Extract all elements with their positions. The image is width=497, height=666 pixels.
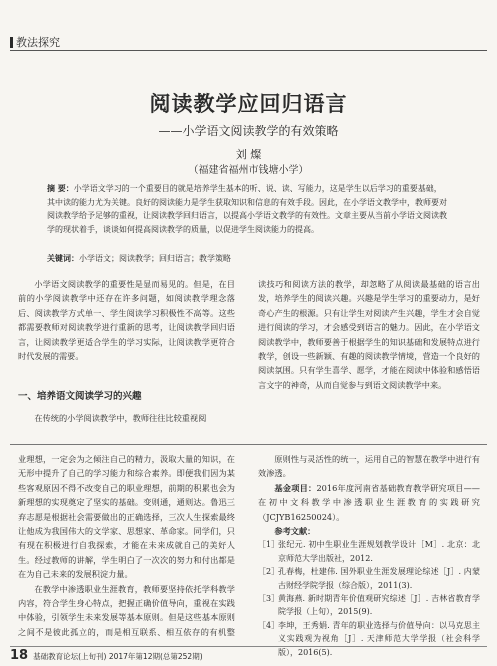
keywords-text: 小学语文；阅读教学；回归语言；教学策略	[79, 254, 231, 263]
page-number: 18	[10, 648, 29, 663]
section-tag-label: 教法探究	[16, 36, 60, 49]
body-column-1-bottom	[18, 411, 235, 439]
abstract-label: 摘 要：	[47, 184, 74, 193]
body-column-1-top	[18, 277, 235, 382]
abstract-text: 小学语文学习的一个重要目的就是培养学生基本的听、说、读、写能力，这是学生以后学习的重要基础，其中读的能力尤为关键。良好的阅读能力是学生获取知识和信息的有效手段。因此，在小学语文教学中，教师要对阅读教学给予足够的重视，让阅读教学回归语言，以提高小学语文教学的有效性。文章主要从当前小学语文阅读教学的现状着手，谈谈如何提高阅读教学的质量，以促进学生阅读能力的提高。	[47, 184, 447, 234]
reference-item: ［3］ 黄海燕. 新时期青年价值观研究综述［J］. 吉林省教育学院学报（上旬），2015(9).	[258, 594, 480, 617]
reference-item: ［2］ 孔春梅，杜建伟. 国外职业生涯发展理论综述［J］. 内蒙古财经学院学报（综合版），2011(3).	[258, 567, 480, 590]
article-title: 阅读教学应回归语言	[149, 92, 348, 116]
career-paragraph-1: 业理想，一定会为之倾注自己的精力，汲取大量的知识，在无形中提升了自己的学习能力和综合素养。即便我们因为某些客观原因不得不改变自己的职业理想，前期的积累也会为新理想的实现奠定了坚实的基础。变则通，通则达。鲁迅三弃志愿是根据社会需要做出的正确选择，三次人生探索最终让他成为我国伟大的文学家、思想家、革命家。同学们，只有现在积极进行自我探索，才能在未来成就自己的美好人生。经过教师的讲解，学生明白了一次次的努力和付出都是在为自己未来的发展积淀力量。	[18, 454, 235, 580]
article-subtitle: ——小学语文阅读教学的有效策略	[158, 124, 339, 138]
intro-paragraph: 小学语文阅读教学的重要性是显而易见的。但是，在目前的小学阅读教学中还存在许多问题，如阅读教学理念落后、阅读教学方式单一、学生阅读学习积极性不高等。这些都需要教师对阅读教学进行重新的思考，让阅读教学回归语言，让阅读教学更适合学生的学习实际，让阅读教学更符合时代发展的需要。	[18, 279, 235, 362]
section1-paragraph: 在传统的小学阅读教学中，教师往往比较重视阅	[34, 413, 207, 423]
author-name: 刘 燦	[235, 148, 262, 161]
continued-paragraph: 读技巧和阅读方法的教学，却忽略了从阅读最基础的语言出发，培养学生的阅读兴趣。兴趣是学生学习的重要动力，是好奇心产生的根源。只有让学生对阅读产生兴趣，学生才会自觉进行阅读的学习，才会感受到语言的魅力。因此，在小学语文阅读教学中，教师要善于根据学生的知识基础和发展特点进行教学，创设一些新颖、有趣的阅读教学情境，营造一个良好的阅读氛围。只有学生喜学、愿学，才能在阅读中体验和感悟语言文字的神奇，从而自觉参与到语文阅读教学中来。	[258, 279, 480, 390]
references-heading: 参考文献：	[274, 526, 316, 537]
body-column-2-top	[258, 277, 480, 439]
fund-note	[258, 481, 480, 524]
body-column-4	[258, 452, 480, 659]
section-tag-bar	[10, 37, 13, 48]
footer-rule	[10, 646, 487, 647]
middle-rule	[10, 444, 487, 445]
fund-text: 2016年度河南省基础教育教学研究项目——在初中文科教学中渗透职业生涯教育的实践研究（JCJYB16250024）。	[258, 482, 480, 522]
header-rule	[10, 50, 487, 51]
keywords	[47, 253, 447, 264]
keywords-label: 关键词：	[47, 254, 79, 263]
journal-info: 基础教育论坛(上旬刊) 2017年第12期(总第252期)	[33, 652, 203, 661]
career-paragraph-2: 在教学中渗透职业生涯教育，教师要坚持依托学科教学内容，符合学生身心特点，把握正确价值导向，重视在实践中体验，引领学生未来发展等基本原则。但是这些基本原则之间不是彼此孤立的，而是相互联系、相互依存的有机整	[18, 583, 235, 637]
reference-item: ［1］ 张纪元. 初中生职业生涯规划教学设计［M］. 北京：北京师范大学出版社，2012.	[258, 540, 480, 563]
page-footer	[10, 648, 203, 663]
section-tag	[10, 34, 60, 50]
body-column-3	[18, 452, 235, 640]
section-heading: 一、培养语文阅读学习的兴趣	[18, 391, 142, 402]
fund-label: 基金项目：	[274, 482, 317, 493]
abstract	[47, 182, 447, 236]
author-affiliation: （福建省福州市钱塘小学）	[188, 165, 309, 176]
closing-paragraph: 原则性与灵活性的统一，运用自己的智慧在教学中进行有效渗透。	[258, 454, 480, 479]
reference-item: ［4］ 李坤，王秀娟. 青年的职业选择与价值导向：以马克思主义实践观为视角［J］. 天津师范大学学报（社会科学版），2016(5).	[258, 620, 480, 657]
reference-list	[258, 538, 480, 659]
